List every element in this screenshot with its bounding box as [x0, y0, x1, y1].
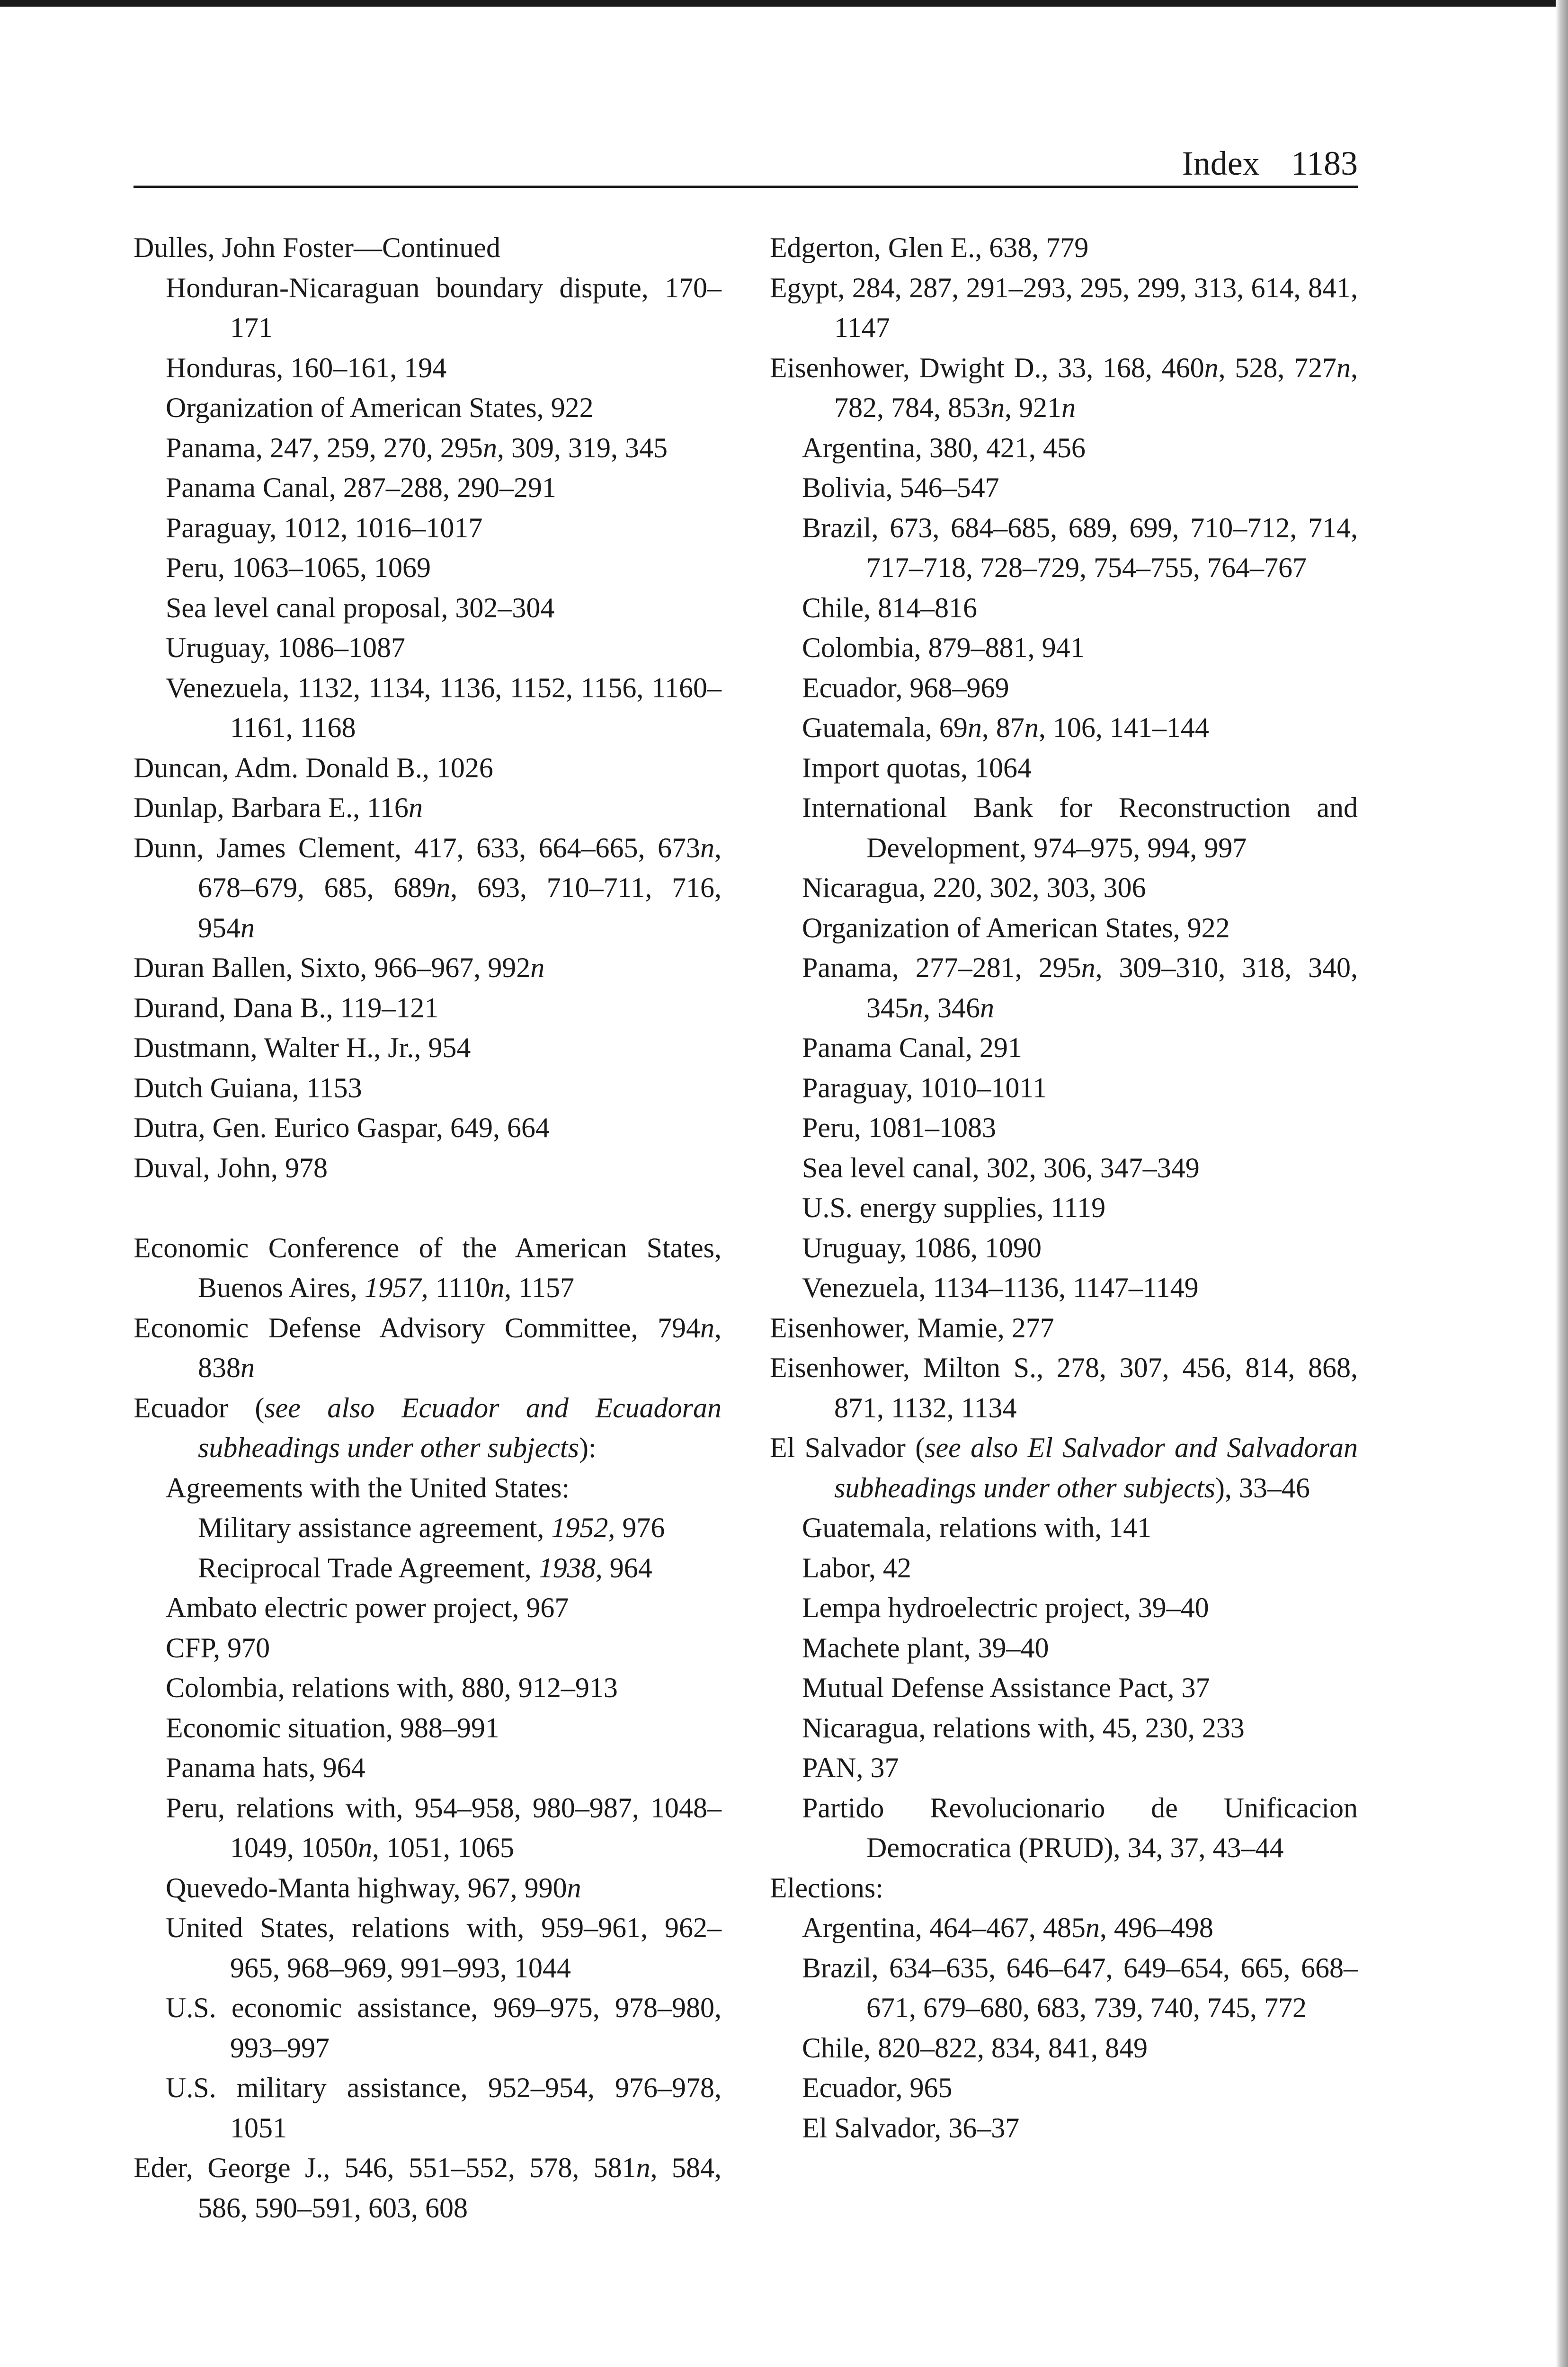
index-column-left [134, 228, 722, 2228]
index-subentry: Panama, 247, 259, 270, 295n, 309, 319, 345 [166, 432, 668, 463]
index-subentry: Peru, 1063–1065, 1069 [166, 552, 431, 583]
index-subentry: Sea level canal, 302, 306, 347–349 [802, 1152, 1200, 1184]
header-rule [134, 186, 1358, 188]
index-subentry: Nicaragua, relations with, 45, 230, 233 [802, 1712, 1245, 1744]
index-subentry: Organization of American States, 922 [802, 912, 1230, 943]
index-subentry: Partido Revolucionario de Unificacion Democratica (PRUD), 34, 37, 43–44 [802, 1792, 1358, 1863]
index-entry: Eisenhower, Dwight D., 33, 168, 460n, 528, 727n, 782, 784, 853n, 921n [770, 352, 1358, 423]
index-subentry: Brazil, 673, 684–685, 689, 699, 710–712, 714, 717–718, 728–729, 754–755, 764–767 [802, 512, 1358, 583]
index-entry: Dutra, Gen. Eurico Gaspar, 649, 664 [134, 1112, 550, 1143]
index-subentry: Machete plant, 39–40 [802, 1632, 1049, 1664]
index-entry: Elections: [770, 1872, 883, 1904]
index-subentry: Chile, 814–816 [802, 592, 977, 623]
index-entry: Duncan, Adm. Donald B., 1026 [134, 752, 493, 783]
index-subentry: U.S. military assistance, 952–954, 976–978, 1051 [166, 2072, 722, 2144]
index-subentry: Brazil, 634–635, 646–647, 649–654, 665, 668–671, 679–680, 683, 739, 740, 745, 772 [802, 1952, 1358, 2023]
index-entry: Duran Ballen, Sixto, 966–967, 992n [134, 952, 545, 983]
index-entry: Dunn, James Clement, 417, 633, 664–665, 673n, 678–679, 685, 689n, 693, 710–711, 716, 954n [134, 832, 722, 943]
index-subentry: Paraguay, 1010–1011 [802, 1072, 1047, 1103]
index-entry: Economic Conference of the American States, Buenos Aires, 1957, 1110n, 1157 [134, 1232, 722, 1303]
index-subentry: Bolivia, 546–547 [802, 472, 999, 503]
header-word: Index [1182, 144, 1260, 182]
index-subentry: Lempa hydroelectric project, 39–40 [802, 1592, 1209, 1623]
index-subentry: Ecuador, 968–969 [802, 672, 1009, 703]
index-subentry: Honduras, 160–161, 194 [166, 352, 447, 383]
index-column-right [770, 228, 1358, 2148]
index-entry: Ecuador (see also Ecuador and Ecuadoran subheadings under other subjects): [134, 1392, 722, 1463]
index-subentry: Panama Canal, 291 [802, 1032, 1022, 1063]
index-subentry: Argentina, 380, 421, 456 [802, 432, 1086, 463]
index-subentry: Labor, 42 [802, 1552, 911, 1584]
index-subentry: Import quotas, 1064 [802, 752, 1032, 783]
index-subentry: Panama hats, 964 [166, 1752, 365, 1783]
index-subentry: Agreements with the United States: [166, 1472, 570, 1504]
index-subentry: Quevedo-Manta highway, 967, 990n [166, 1872, 581, 1904]
index-subentry: Colombia, 879–881, 941 [802, 632, 1085, 663]
index-entry: Edgerton, Glen E., 638, 779 [770, 232, 1089, 263]
index-entry: Eisenhower, Milton S., 278, 307, 456, 814, 868, 871, 1132, 1134 [770, 1352, 1358, 1424]
index-subentry: Peru, 1081–1083 [802, 1112, 996, 1143]
index-subentry: Panama, 277–281, 295n, 309–310, 318, 340, 345n, 346n [802, 952, 1358, 1023]
index-entry: Dutch Guiana, 1153 [134, 1072, 362, 1103]
index-subentry: Guatemala, 69n, 87n, 106, 141–144 [802, 712, 1209, 743]
index-subentry: Ecuador, 965 [802, 2072, 953, 2103]
index-subentry: United States, relations with, 959–961, 962–965, 968–969, 991–993, 1044 [166, 1912, 722, 1984]
page-right-edge [1556, 0, 1568, 2367]
index-entry: Economic Defense Advisory Committee, 794n, 838n [134, 1312, 722, 1383]
index-entry: El Salvador (see also El Salvador and Salvadoran subheadings under other subjects), 33–46 [770, 1432, 1358, 1504]
index-subentry: Guatemala, relations with, 141 [802, 1512, 1152, 1543]
index-subentry: Uruguay, 1086, 1090 [802, 1232, 1042, 1264]
index-subentry: Panama Canal, 287–288, 290–291 [166, 472, 556, 503]
index-subentry: Economic situation, 988–991 [166, 1712, 499, 1744]
index-entry: Dunlap, Barbara E., 116n [134, 792, 423, 823]
index-entry: Dustmann, Walter H., Jr., 954 [134, 1032, 471, 1063]
index-subentry: Colombia, relations with, 880, 912–913 [166, 1672, 618, 1703]
index-entry: Egypt, 284, 287, 291–293, 295, 299, 313, 614, 841, 1147 [770, 272, 1358, 343]
index-subentry: Ambato electric power project, 967 [166, 1592, 569, 1623]
index-subentry: El Salvador, 36–37 [802, 2112, 1020, 2144]
index-subentry: Military assistance agreement, 1952, 976 [198, 1512, 665, 1543]
index-subentry: U.S. economic assistance, 969–975, 978–980, 993–997 [166, 1992, 722, 2064]
index-subentry: CFP, 970 [166, 1632, 270, 1664]
index-subentry: Nicaragua, 220, 302, 303, 306 [802, 872, 1146, 903]
index-subentry: Peru, relations with, 954–958, 980–987, 1048–1049, 1050n, 1051, 1065 [166, 1792, 722, 1863]
index-subentry: Chile, 820–822, 834, 841, 849 [802, 2032, 1148, 2064]
index-entry: Dulles, John Foster—Continued [134, 232, 500, 263]
index-subentry: Venezuela, 1134–1136, 1147–1149 [802, 1272, 1199, 1303]
index-subentry: Mutual Defense Assistance Pact, 37 [802, 1672, 1210, 1703]
index-entry: Eder, George J., 546, 551–552, 578, 581n, 584, 586, 590–591, 603, 608 [134, 2152, 722, 2224]
page-number: 1183 [1291, 144, 1358, 182]
running-header [134, 142, 1358, 185]
index-entry: Durand, Dana B., 119–121 [134, 992, 439, 1023]
index-subentry: International Bank for Reconstruction and Development, 974–975, 994, 997 [802, 792, 1358, 863]
index-entry: Eisenhower, Mamie, 277 [770, 1312, 1054, 1344]
index-subentry: Uruguay, 1086–1087 [166, 632, 406, 663]
index-subentry: Reciprocal Trade Agreement, 1938, 964 [198, 1552, 652, 1584]
index-subentry: Honduran-Nicaraguan boundary dispute, 170–171 [166, 272, 722, 343]
section-gap [134, 1188, 722, 1228]
index-subentry: Sea level canal proposal, 302–304 [166, 592, 555, 623]
index-subentry: Venezuela, 1132, 1134, 1136, 1152, 1156, 1160–1161, 1168 [166, 672, 722, 743]
index-subentry: Argentina, 464–467, 485n, 496–498 [802, 1912, 1213, 1943]
index-subentry: U.S. energy supplies, 1119 [802, 1192, 1106, 1223]
index-subentry: Paraguay, 1012, 1016–1017 [166, 512, 483, 543]
top-edge-rule [0, 0, 1568, 7]
index-subentry: PAN, 37 [802, 1752, 899, 1783]
index-subentry: Organization of American States, 922 [166, 392, 594, 423]
index-entry: Duval, John, 978 [134, 1152, 328, 1184]
